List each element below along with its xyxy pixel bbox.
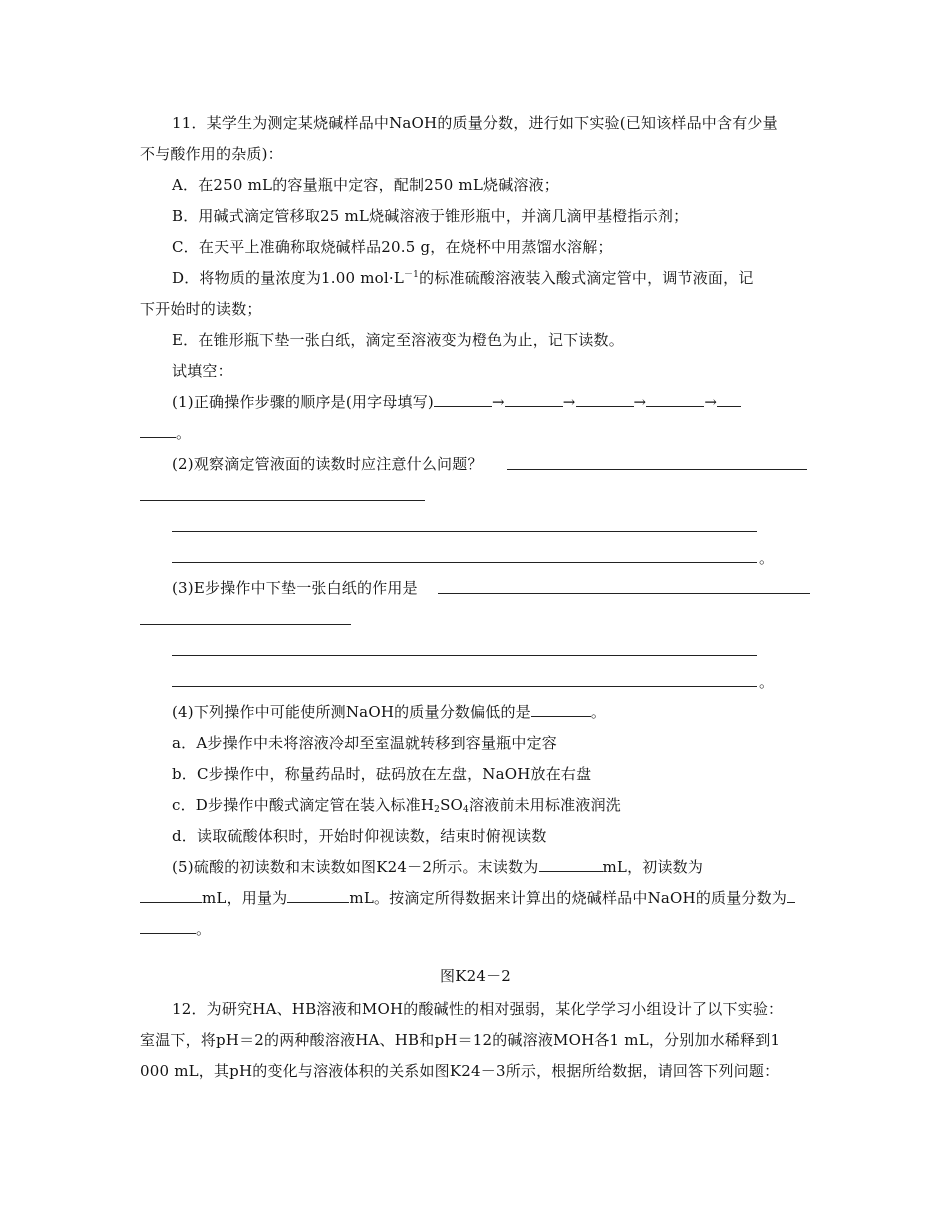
answer-blank-7[interactable]	[539, 857, 603, 872]
answer-line[interactable]	[172, 562, 757, 563]
q11-step-d-line-1: D．将物质的量浓度为1.00 $mol\cdot L^{-1}$的标准硫酸溶液装入酸式滴定管中，调节液面，记	[172, 269, 754, 287]
answer-blank-6[interactable]	[531, 702, 591, 717]
q11-step-b: B．用碱式滴定管移取25 mL烧碱溶液于锥形瓶中，并滴几滴甲基橙指示剂；	[172, 207, 689, 225]
q12-line-2: 室温下，将pH＝2的两种酸溶液HA、HB和pH＝12的碱溶液MOH各1 mL，分别加水稀释到1	[140, 1031, 781, 1049]
arrow: →	[491, 393, 505, 411]
answer-line[interactable]	[507, 469, 807, 470]
answer-line[interactable]	[172, 531, 757, 532]
answer-blank-3[interactable]	[576, 392, 634, 407]
answer-blank-2[interactable]	[505, 392, 563, 407]
answer-blank-9[interactable]	[287, 888, 349, 903]
q11-part-5-line-3: 。	[140, 918, 211, 940]
q11-part-5-line-2: mL，用量为 mL。按滴定所得数据来计算出的烧碱样品中NaOH的质量分数为	[140, 887, 795, 909]
arrow: →	[633, 393, 647, 411]
period-mark: 。	[759, 673, 775, 691]
answer-blank-5[interactable]	[717, 392, 741, 407]
answer-line[interactable]	[140, 500, 425, 501]
period-mark: 。	[759, 549, 775, 567]
q11-stem-line-1: 11．某学生为测定某烧碱样品中NaOH的质量分数，进行如下实验(已知该样品中含有少量	[172, 114, 778, 132]
q11-part-4: (4)下列操作中可能使所测NaOH的质量分数偏低的是 。	[172, 703, 607, 721]
figure-caption: 图K24－2	[440, 967, 512, 985]
answer-blank-10[interactable]	[787, 888, 795, 903]
answer-blank-5-cont[interactable]	[140, 423, 176, 438]
answer-blank-8[interactable]	[140, 888, 202, 903]
answer-blank-1[interactable]	[434, 392, 492, 407]
answer-line[interactable]	[172, 655, 757, 656]
fill-in-prompt: 试填空：	[172, 362, 233, 380]
option-d: d．读取硫酸体积时，开始时仰视读数，结束时俯视读数	[172, 827, 547, 845]
option-c: c．D步操作中酸式滴定管在装入标准$H_2SO_4$溶液前未用标准液润洗	[172, 796, 621, 815]
q11-stem-line-2: 不与酸作用的杂质)：	[140, 145, 283, 163]
arrow: →	[704, 393, 718, 411]
answer-line[interactable]	[140, 624, 351, 625]
q11-part-5-line-1: (5)硫酸的初读数和末读数如图K24－2所示。末读数为 mL，初读数为	[172, 858, 704, 876]
q12-line-3: 000 mL，其pH的变化与溶液体积的关系如图K24－3所示，根据所给数据，请回答下列问题：	[140, 1062, 780, 1080]
q11-part-1-cont: 。	[140, 422, 191, 444]
option-b: b．C步操作中，称量药品时，砝码放在左盘，NaOH放在右盘	[172, 765, 592, 783]
answer-line[interactable]	[172, 686, 757, 687]
q11-part-3: (3)E步操作中下垫一张白纸的作用是	[172, 579, 418, 597]
q12-line-1: 12．为研究HA、HB溶液和MOH的酸碱性的相对强弱，某化学学习小组设计了以下实验：	[172, 1000, 784, 1018]
unit-exponent: －1	[403, 270, 420, 280]
q11-step-e: E．在锥形瓶下垫一张白纸，滴定至溶液变为橙色为止，记下读数。	[172, 331, 624, 349]
answer-line[interactable]	[438, 593, 810, 594]
q11-step-a: A．在250 mL的容量瓶中定容，配制250 mL烧碱溶液；	[172, 176, 560, 194]
option-a: a．A步操作中未将溶液冷却至室温就转移到容量瓶中定容	[172, 734, 557, 752]
q11-step-c: C．在天平上准确称取烧碱样品20.5 g，在烧杯中用蒸馏水溶解；	[172, 238, 613, 256]
q11-part-2: (2)观察滴定管液面的读数时应注意什么问题？	[172, 455, 483, 473]
q11-step-d-line-2: 下开始时的读数；	[140, 300, 262, 318]
q11-part-1: (1)正确操作步骤的顺序是(用字母填写) → → → →	[172, 391, 741, 413]
answer-blank-4[interactable]	[646, 392, 704, 407]
arrow: →	[562, 393, 576, 411]
answer-blank-10-cont[interactable]	[140, 919, 196, 934]
